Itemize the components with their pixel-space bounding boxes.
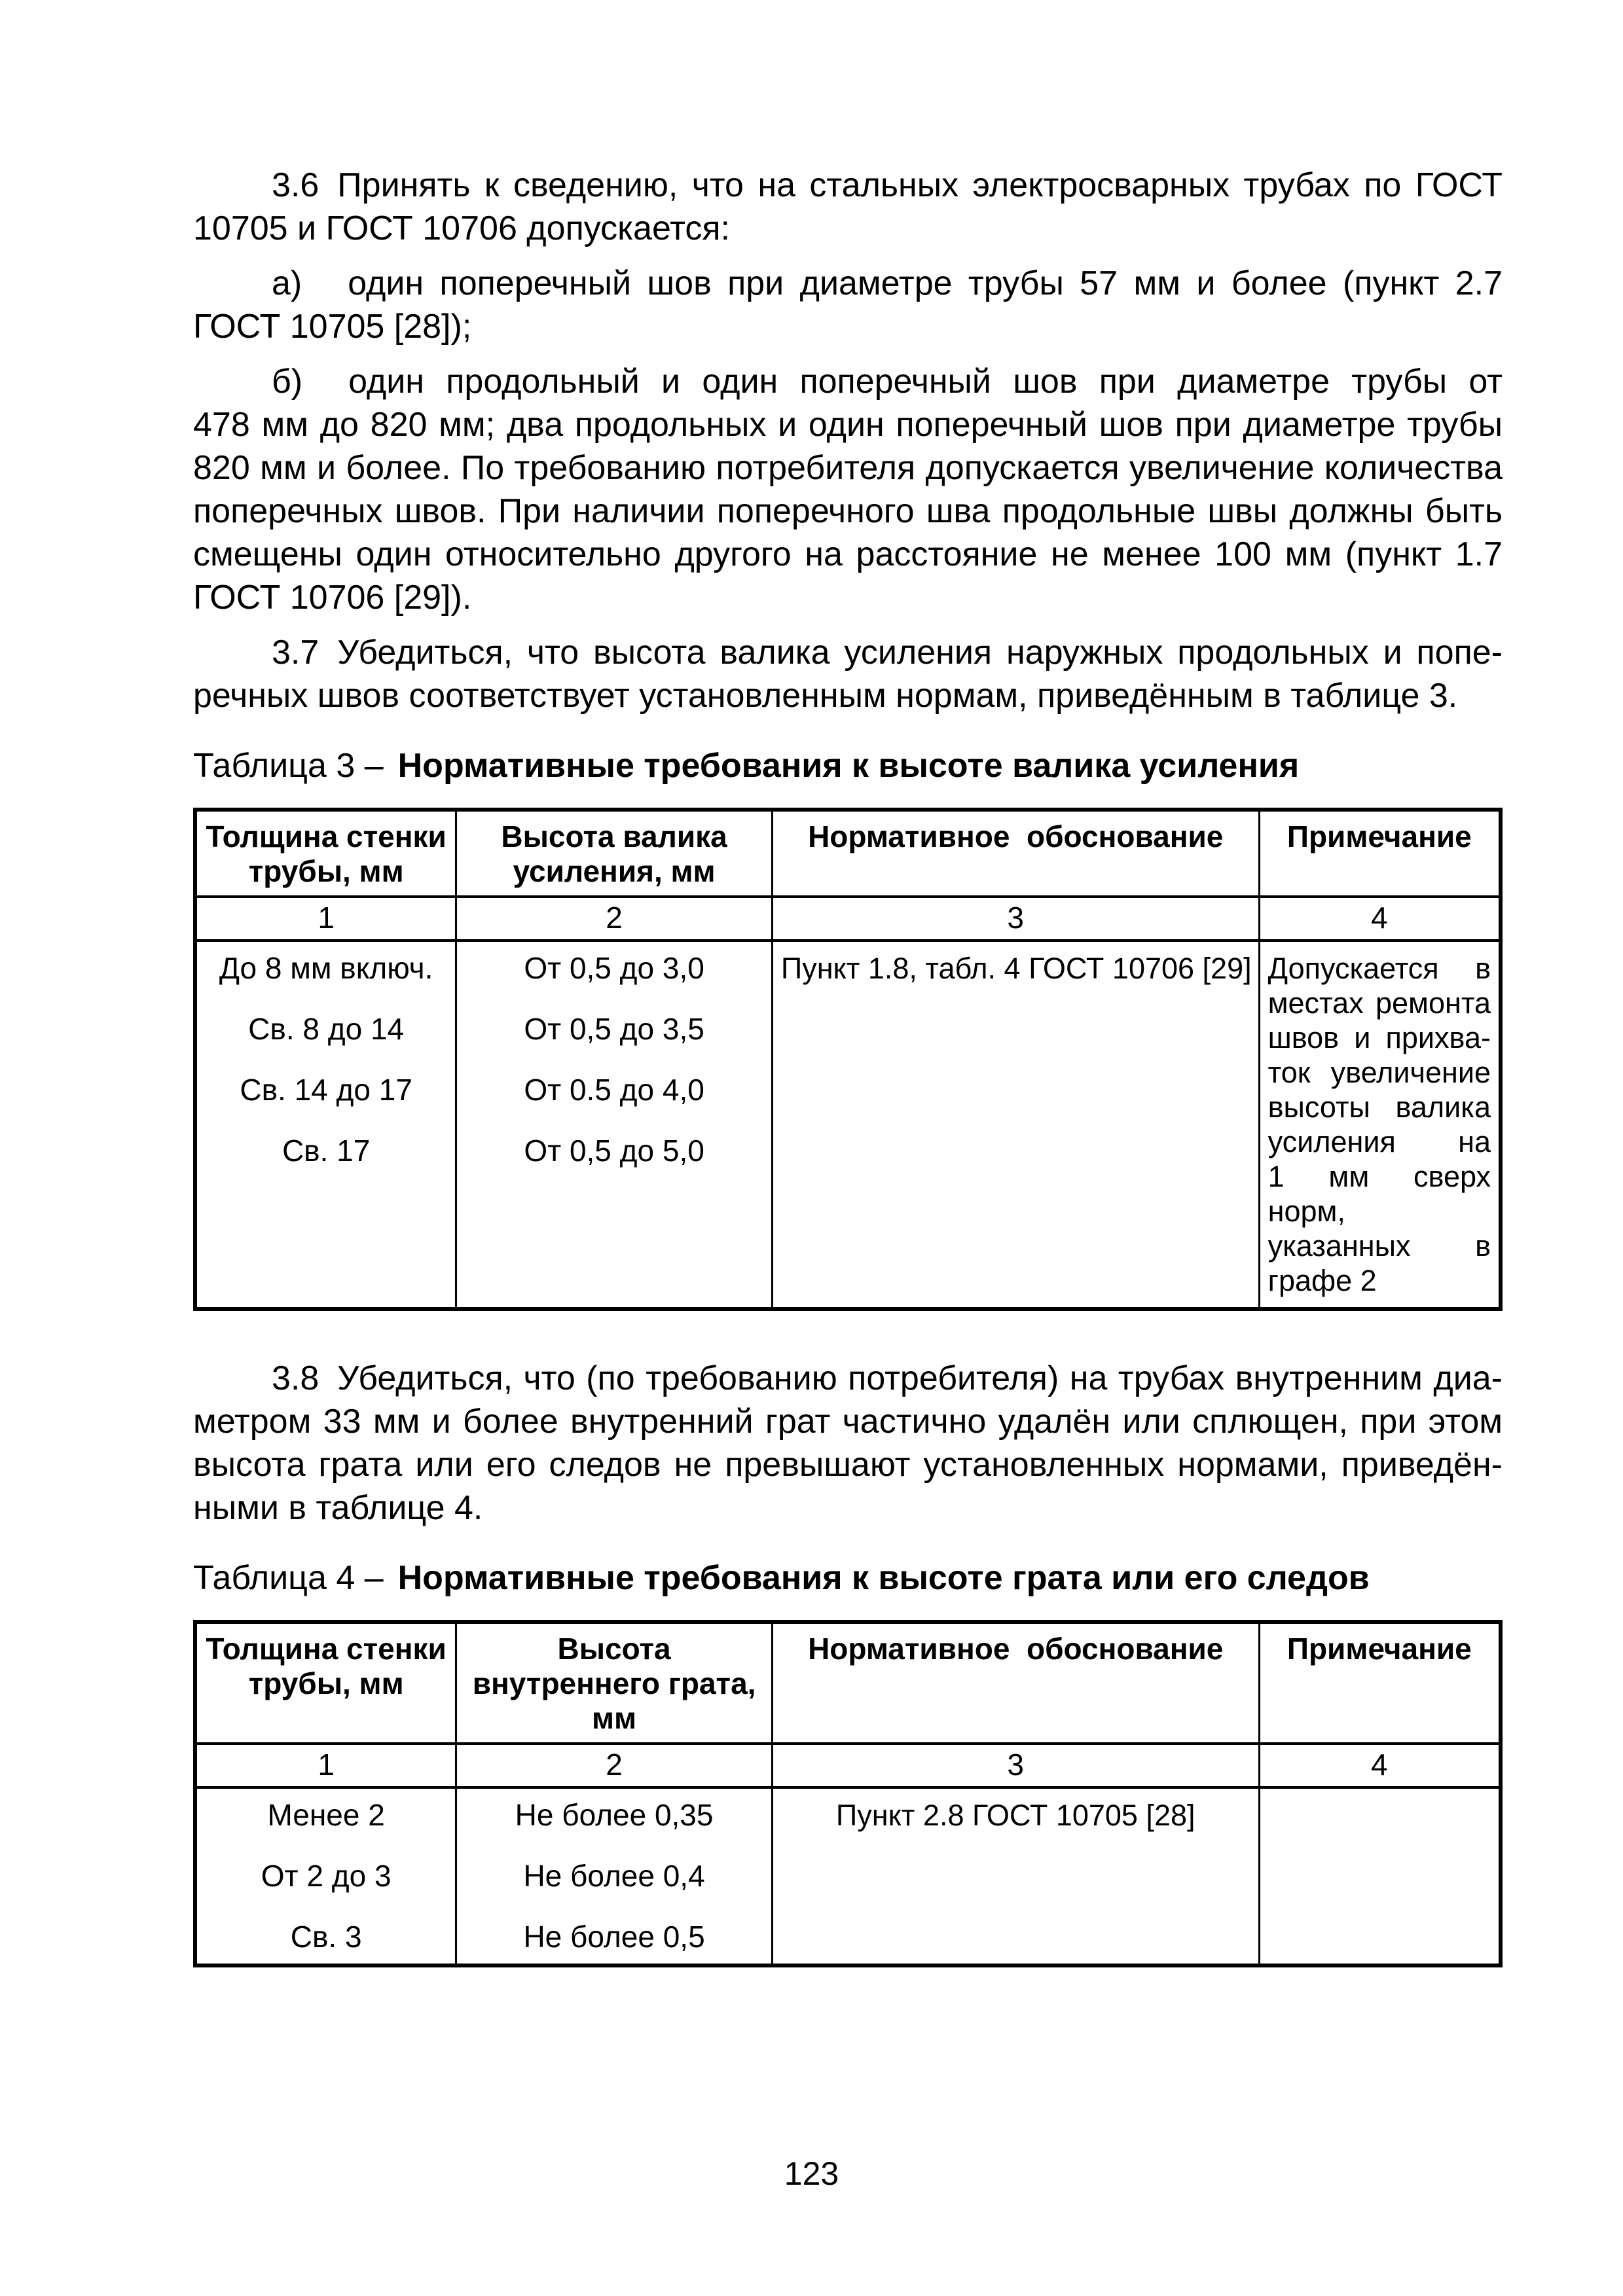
table-cell-value: Не более 0,5 bbox=[523, 1920, 705, 1954]
column-header: Нормативное обоснование bbox=[772, 810, 1259, 897]
table-4-header-row bbox=[195, 1622, 1501, 1744]
wall-thickness-cell bbox=[195, 941, 456, 1309]
column-number: 2 bbox=[456, 1744, 773, 1787]
list-item-a bbox=[193, 262, 1503, 348]
paragraph-text: Принять к сведению, что на стальных электросварных трубах по ГОСТ 10705 и ГОСТ 10706 допускается: bbox=[193, 166, 1503, 247]
table-cell-value: Св. 17 bbox=[282, 1134, 371, 1168]
page-number: 123 bbox=[784, 2155, 839, 2192]
column-number: 3 bbox=[772, 1744, 1259, 1787]
column-header: Высота валика усиления, мм bbox=[456, 810, 773, 897]
column-header: Толщина стенки трубы, мм bbox=[195, 1622, 456, 1744]
table-3 bbox=[193, 808, 1503, 1311]
table-3-header-row bbox=[195, 810, 1501, 897]
table-cell-value: Не более 0,4 bbox=[523, 1859, 705, 1893]
note-cell: Допускается в местах ремонта швов и прихваток увеличение высоты валика усиления на 1 мм сверх норм, указанных в графе 2 bbox=[1259, 941, 1501, 1309]
table-4-caption-title: Нормативные требования к высоте грата или его следов bbox=[397, 1559, 1370, 1597]
table-cell-value: Св. 14 до 17 bbox=[240, 1073, 412, 1107]
normative-reference-cell: Пункт 2.8 ГОСТ 10705 [28] bbox=[772, 1787, 1259, 1965]
table-4-body-row bbox=[195, 1787, 1501, 1965]
wall-thickness-cell bbox=[195, 1787, 456, 1965]
table-cell-value: От 2 до 3 bbox=[261, 1859, 392, 1893]
paragraph-3-7 bbox=[193, 631, 1503, 717]
paragraph-number: 3.7 bbox=[272, 634, 319, 672]
column-header: Нормативное обоснование bbox=[772, 1622, 1259, 1744]
flash-height-cell bbox=[456, 1787, 773, 1965]
paragraph-text: Убедиться, что (по требованию потребителя) на трубах внутренним диаметром 33 мм и более внутренний грат частично удалён или сплющен, при этом высота грата или его следов не превышают установленных нормами, приведёнными в таблице 4. bbox=[193, 1359, 1503, 1527]
table-4-caption-label: Таблица 4 – bbox=[193, 1559, 384, 1597]
column-header: Толщина стенки трубы, мм bbox=[195, 810, 456, 897]
table-cell-value: От 0,5 до 3,5 bbox=[524, 1012, 704, 1046]
paragraph-3-8 bbox=[193, 1357, 1503, 1530]
table-cell-value: Менее 2 bbox=[267, 1798, 385, 1832]
list-item-label: б) bbox=[272, 363, 303, 401]
normative-reference-cell: Пункт 1.8, табл. 4 ГОСТ 10706 [29] bbox=[772, 941, 1259, 1309]
paragraph-number: 3.6 bbox=[272, 166, 319, 204]
column-header: Примечание bbox=[1259, 1622, 1501, 1744]
table-4-numbering-row bbox=[195, 1744, 1501, 1787]
column-header: Примечание bbox=[1259, 810, 1501, 897]
paragraph-number: 3.8 bbox=[272, 1359, 319, 1397]
column-number: 1 bbox=[195, 1744, 456, 1787]
table-4-caption bbox=[193, 1557, 1503, 1599]
column-header: Высота внутреннего грата, мм bbox=[456, 1622, 773, 1744]
table-cell-value: Св. 3 bbox=[290, 1920, 362, 1954]
bead-height-cell bbox=[456, 941, 773, 1309]
table-cell-value: От 0,5 до 5,0 bbox=[524, 1134, 704, 1168]
table-3-caption-label: Таблица 3 – bbox=[193, 747, 384, 785]
list-item-b bbox=[193, 360, 1503, 619]
table-3-body-row bbox=[195, 941, 1501, 1309]
column-number: 3 bbox=[772, 897, 1259, 941]
list-item-label: а) bbox=[272, 264, 302, 302]
table-cell-value: Не более 0,35 bbox=[515, 1798, 714, 1832]
table-3-caption-title: Нормативные требования к высоте валика усиления bbox=[397, 747, 1300, 785]
note-cell bbox=[1259, 1787, 1501, 1965]
column-number: 4 bbox=[1259, 897, 1501, 941]
table-cell-value: Св. 8 до 14 bbox=[248, 1012, 405, 1046]
column-number: 4 bbox=[1259, 1744, 1501, 1787]
column-number: 2 bbox=[456, 897, 773, 941]
paragraph-text: Убедиться, что высота валика усиления наружных продольных и поперечных швов соответствует установленным нормам, приведённым в таблице 3. bbox=[193, 634, 1503, 715]
list-item-text: один продольный и один поперечный шов при диаметре трубы от 478 мм до 820 мм; два продольных и один поперечный шов при диаметре трубы 820 мм и более. По требованию потребителя допускается увеличение количества поперечных швов. При наличии поперечного шва продольные швы должны быть смещены один относительно другого на расстояние не менее 100 мм (пункт 1.7 ГОСТ 10706 [29]). bbox=[193, 363, 1503, 617]
table-cell-value: От 0.5 до 4,0 bbox=[524, 1073, 704, 1107]
table-cell-value: До 8 мм включ. bbox=[219, 951, 433, 985]
paragraph-3-6 bbox=[193, 164, 1503, 250]
column-number: 1 bbox=[195, 897, 456, 941]
list-item-text: один поперечный шов при диаметре трубы 57 мм и более (пункт 2.7 ГОСТ 10705 [28]); bbox=[193, 264, 1503, 346]
table-3-caption bbox=[193, 745, 1503, 787]
table-cell-value: От 0,5 до 3,0 bbox=[524, 951, 704, 985]
table-4 bbox=[193, 1620, 1503, 1967]
table-3-numbering-row bbox=[195, 897, 1501, 941]
